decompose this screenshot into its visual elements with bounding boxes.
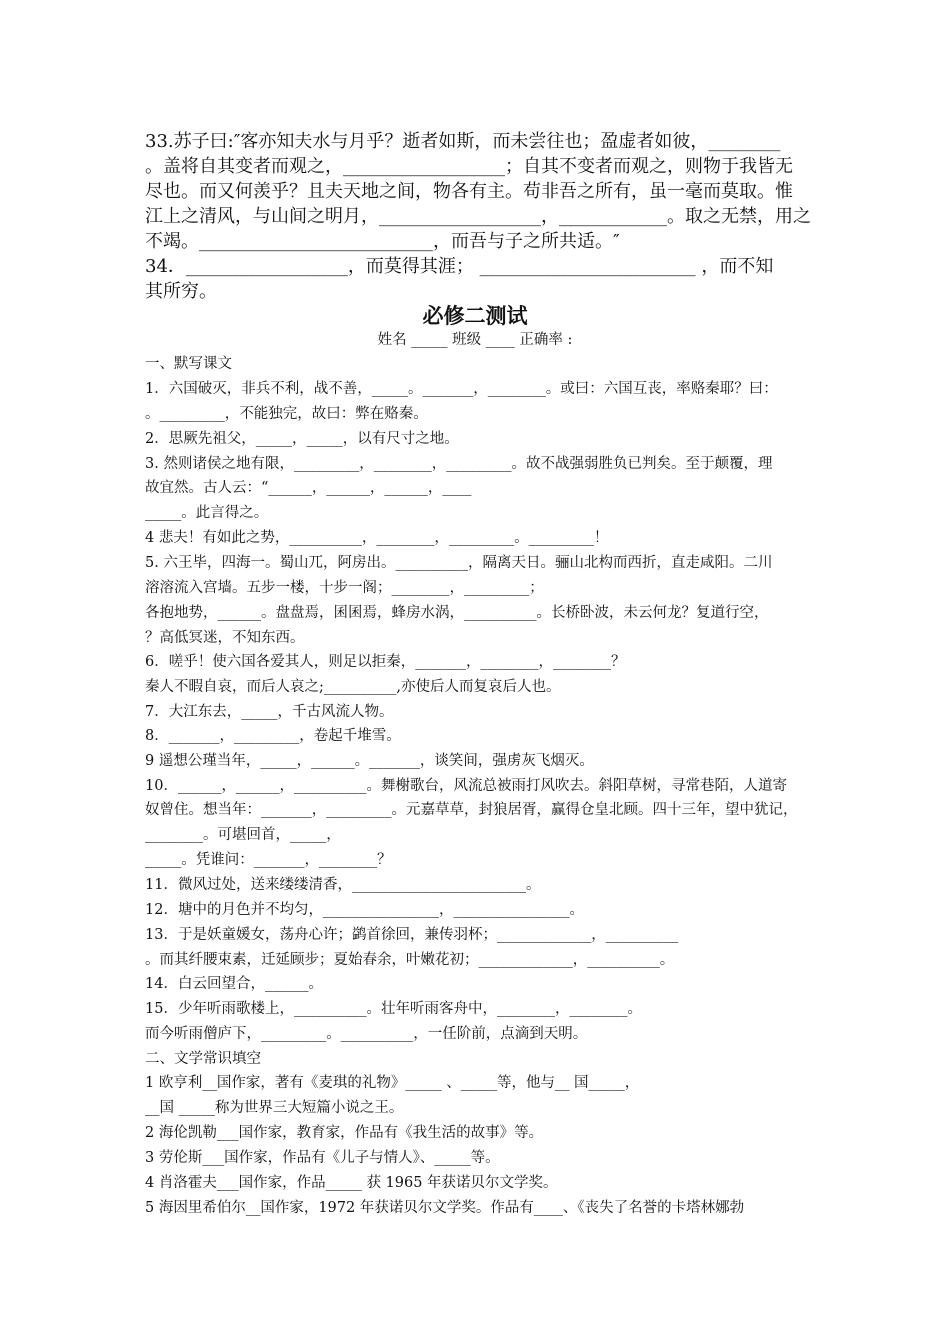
body-line-25: 。而其纤腰束素，迁延顾步；夏始春余，叶嫩花初；_____________，__________。 [145, 952, 675, 968]
body-line-28: 而今听雨僧庐下，_________。__________，一任阶前，点滴到天明。 [145, 1026, 588, 1042]
body-line-29: 二、文学常识填空 [145, 1051, 261, 1067]
body-line-32: 2 海伦凯勒___国作家，教育家，作品有《我生活的故事》等。 [145, 1125, 544, 1141]
body-line-12: ？高低冥迷，不知东西。 [145, 630, 305, 646]
test-subtitle: 姓名 _____ 班级 ____ 正确率 : [377, 332, 573, 348]
body-line-19: 奴曾住。想当年：_______，_________。元嘉草草，封狼居胥，赢得仓皇北顾。四十三年，望中犹记， [145, 802, 798, 818]
passage-line-6: 34．__________________，而莫得其涯； ________________________ ，而不知 [145, 256, 774, 277]
body-line-21: _____。凭谁问：_______，________？ [145, 852, 392, 868]
body-line-6: 故宜然。古人云：“______，______，______，____ [145, 480, 472, 496]
body-line-27: 15．少年听雨歌楼上，__________。壮年听雨客舟中，________，________。 [145, 1001, 642, 1017]
body-line-17: 9 遥想公瑾当年，_____，______。_______，谈笑间，强虏灰飞烟灭。 [145, 753, 594, 769]
body-line-9: 5. 六王毕，四海一。蜀山兀，阿房出。__________，隔离天日。骊山北构而西折，直走咸阳。二川 [145, 555, 773, 571]
passage-line-4: 江上之清风，与山间之明月，__________________，____________。取之无禁，用之 [145, 206, 811, 227]
passage-line-2: 。盖将自其变者而观之，__________________；自其不变者而观之，则物于我皆无 [145, 156, 793, 177]
body-line-30: 1 欧亨利__国作家，著有《麦琪的礼物》_____ 、_____等，他与__ 国_____， [145, 1075, 640, 1091]
body-line-18: 10．______，______，__________。舞榭歌台，风流总被雨打风吹去。斜阳草树，寻常巷陌，人道寄 [145, 778, 787, 794]
passage-line-3: 尽也。而又何羡乎？且夫天地之间，物各有主。苟非吾之所有，虽一毫而莫取。惟 [145, 181, 793, 202]
body-line-22: 11．微风过处，送来缕缕清香，________________________。 [145, 877, 541, 893]
body-line-3: 。_________，不能独完，故曰：弊在赂秦。 [145, 406, 428, 422]
body-line-23: 12．塘中的月色并不均匀，________________，________________。 [145, 902, 584, 918]
passage-line-7: 其所穷。 [145, 281, 217, 302]
body-line-31: __国 _____称为世界三大短篇小说之王。 [145, 1100, 404, 1116]
body-line-35: 5 海因里希伯尔__国作家，1972 年获诺贝尔文学奖。作品有____、《丧失了名誉的卡塔林娜勃 [145, 1200, 745, 1216]
body-line-1: 一、默写课文 [145, 356, 232, 372]
body-line-16: 8．_______，_________，卷起千堆雪。 [145, 728, 401, 744]
body-line-20: ________。可堪回首，_____， [145, 827, 341, 843]
body-line-10: 溶溶流入宫墙。五步一楼，十步一阁；________，_________； [145, 580, 544, 596]
body-line-5: 3. 然则诸侯之地有限，_________，________，_________。故不战强弱胜负已判矣。至于颠覆，理 [145, 456, 773, 472]
body-line-11: 各抱地势，______。盘盘焉，囷囷焉，蜂房水涡，__________。长桥卧波，未云何龙？复道行空， [145, 605, 769, 621]
body-line-2: 1．六国破灭，非兵不利，战不善，_____。_______，________。或曰：六国互丧，率赂秦耶？曰： [145, 381, 778, 397]
passage-line-1: 33.苏子曰:″客亦知夫水与月乎？逝者如斯，而未尝往也；盈虚者如彼，________ [145, 131, 781, 152]
passage-line-5: 不竭。__________________________，而吾与子之所共适。″ [145, 231, 620, 252]
test-title: 必修二测试 [422, 303, 528, 328]
body-line-33: 3 劳伦斯___国作家，作品有《儿子与情人》、_____等。 [145, 1150, 500, 1166]
body-line-4: 2．思厥先祖父，_____，_____，以有尺寸之地。 [145, 431, 459, 447]
body-line-15: 7．大江东去，_____，千古风流人物。 [145, 704, 394, 720]
body-line-14: 秦人不暇自哀，而后人哀之;__________,亦使后人而复哀后人也。 [145, 679, 561, 695]
body-line-34: 4 肖洛霍夫___国作家，作品_____ 获 1965 年获诺贝尔文学奖。 [145, 1175, 558, 1191]
body-line-26: 14．白云回望合，______。 [145, 976, 323, 992]
body-line-8: 4 悲夫！有如此之势，__________，________，_________。_________！ [145, 530, 609, 546]
body-line-13: 6．嗟乎！使六国各爱其人，则足以拒秦，_______，________，________？ [145, 654, 626, 670]
body-line-24: 13．于是妖童媛女，荡舟心许；鹢首徐回，兼传羽杯；_____________，__________ [145, 927, 679, 943]
body-line-7: _____。此言得之。 [145, 505, 269, 521]
